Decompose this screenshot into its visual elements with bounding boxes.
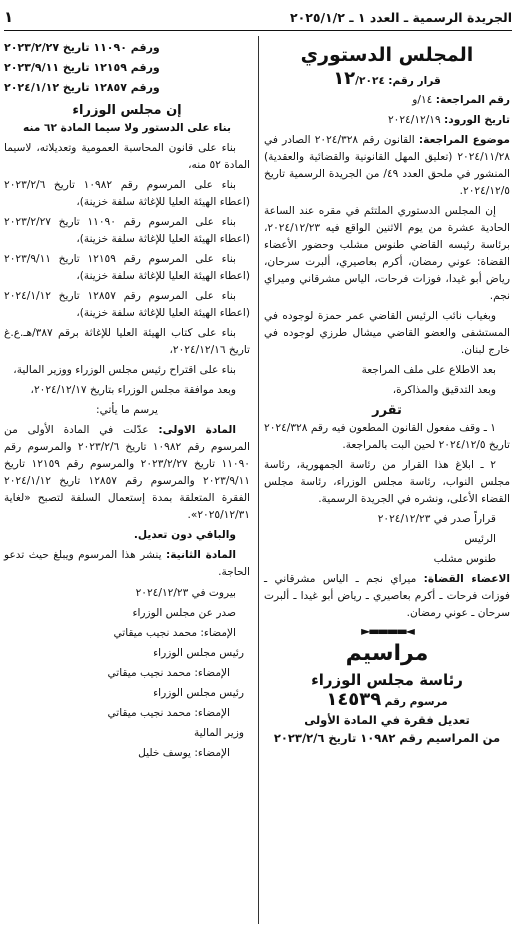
basis-item: بناء على كتاب الهيئة العليا للإغاثة برقم ٣٨٧/هـ.ع.غ تاريخ ٢٠٢٤/١٢/١٦، (4, 327, 250, 356)
article-1: المادة الاولى: عدّلت في المادة الأولى من المرسوم رقم ١٠٩٨٢ تاريخ ٢٠٢٣/٢/٦ والمرسوم رقم ١١٠٩٠ تاريخ ٢٠٢٣/٢/٢٧ والمرسوم رقم ١٢١٥٩ تاريخ ٢٠٢٣/٩/١١ والمرسوم رقم ١٢٨٥٧ تاريخ ٢٠٢٤/١/١٢ الفقرة المتعلقة بمدة إستعمال السلفة لتصبح «لغاية ٢٠٢٥/١٢/٣١». (4, 424, 250, 521)
pm-title-2: رئيس مجلس الوزراء (153, 687, 244, 699)
review-subject: موضوع المراجعة: القانون رقم ٢٠٢٤/٣٢٨ الصادر في ٢٠٢٤/١١/٢٨ (تعليق المهل القانونية والقضائية والعقدية) المنشور في ملحق العدد ٤٩/ من الجريدة الرسمية تاريخ ٢٠٢٤/١٢/٥. (264, 134, 510, 197)
decree-subject-line-2: من المراسيم رقم ١٠٩٨٢ تاريخ ٢٠٢٣/٢/٦ (273, 731, 501, 745)
signature-1: الإمضاء: محمد نجيب ميقاتي (113, 627, 236, 639)
signature-2: الإمضاء: محمد نجيب ميقاتي (107, 667, 230, 679)
basis-item: وبعد موافقة مجلس الوزراء بتاريخ ٢٠٢٤/١٢/١٧، (30, 384, 236, 396)
pm-presidency: رئاسة مجلس الوزراء (311, 671, 463, 689)
issued-by: صدر عن مجلس الوزراء (132, 607, 236, 619)
right-column (264, 38, 510, 747)
decree-subject-line-1: تعديل فقرة في المادة الأولى (304, 713, 470, 727)
page-number: ١ (4, 8, 14, 26)
decree-number: ١٤٥٣٩ (326, 689, 382, 710)
paragraph-deliberation: وبعد التدقيق والمذاكرة، (392, 384, 496, 396)
basis-item: بناء على المرسوم رقم ١٢١٥٩ تاريخ ٢٠٢٣/٩/١١ (اعطاء الهيئة العليا للإغاثة سلفة خزينة)، (4, 253, 250, 282)
basis-item: بناء على اقتراح رئيس مجلس الوزراء ووزير المالية، (13, 364, 236, 376)
council-title: المجلس الدستوري (300, 44, 474, 66)
council-of-ministers: إن مجلس الوزراء (72, 103, 182, 118)
decree-label: مرسوم رقم (384, 696, 448, 708)
left-column (4, 38, 250, 765)
members-list: الاعضاء القضاة: ميراي نجم ـ الياس مشرقاني ـ فوزات فرحات ـ أكرم بعاصيري ـ رياض أبو غيدا ـ ألبرت سرحان ـ عوني رمضان. (264, 573, 510, 619)
ornament-divider: ◄▬▬▬▬► (361, 624, 413, 638)
paragraph-session: إن المجلس الدستوري الملتئم في مقره عند الساعة الحادية عشرة من يوم الاثنين الواقع فيه ٢٠٢٤/١٢/٢٣، برئاسة رئيسه القاضي طنوس مشلب وحضور الأعضاء القضاة: عوني رمضان، أكرم بعاصيري، ألبرت سرحان، رياض أبو غيدا، فوزات فرحات، الياس مشرقاني وميراي نجم. (264, 205, 510, 302)
reference-1: ورقم ١١٠٩٠ تاريخ ٢٠٢٣/٢/٢٧ (4, 41, 160, 54)
decision-item-2: ٢ ـ ابلاغ هذا القرار من رئاسة الجمهورية، رئاسة مجلس النواب، رئاسة مجلس الوزراء، رئاسة مجلس القضاء الأعلى، ونشره في الجريدة الرسمية. (264, 459, 510, 505)
paragraph-file-review: بعد الاطلاع على ملف المراجعة (361, 364, 496, 376)
basis-item: بناء على المرسوم رقم ١٠٩٨٢ تاريخ ٢٠٢٣/٢/٦ (اعطاء الهيئة العليا للإغاثة سلفة خزينة)، (4, 179, 250, 208)
decision-label: قرار رقم: (388, 75, 441, 87)
basis-item: بناء على المرسوم رقم ١١٠٩٠ تاريخ ٢٠٢٣/٢/٢٧ (اعطاء الهيئة العليا للإغاثة سلفة خزينة)، (4, 216, 250, 245)
constitution-basis: بناء على الدستور ولا سيما المادة ٦٢ منه (23, 122, 231, 134)
signature-3: الإمضاء: محمد نجيب ميقاتي (107, 707, 230, 719)
finance-minister-title: وزير المالية (193, 727, 244, 739)
rest-unchanged: والباقي دون تعديل. (133, 529, 236, 541)
decides-heading: تقرر (372, 403, 402, 418)
decision-year: /٢٠٢٤ (355, 75, 385, 87)
article-2: المادة الثانية: ينشر هذا المرسوم ويبلغ حيث تدعو الحاجة. (4, 549, 250, 578)
decision-heading (264, 70, 510, 90)
arrival-date: تاريخ الورود: ٢٠٢٤/١٢/١٩ (387, 114, 510, 126)
signature-4: الإمضاء: يوسف خليل (138, 747, 230, 759)
decision-item-1: ١ ـ وقف مفعول القانون المطعون فيه رقم ٢٠٢٤/٣٢٨ تاريخ ٢٠٢٤/١٢/٥ لحين البت بالمراجعة. (264, 422, 510, 451)
decision-number: ١٢ (333, 68, 356, 89)
paragraph-absence: وبغياب نائب الرئيس القاضي عمر حمزة لوجوده في المستشفى والعضو القاضي ميشال طرزي لوجوده في خارج لبنان. (264, 310, 510, 356)
beirut-date: بيروت في ٢٠٢٤/١٢/٢٣ (135, 587, 236, 599)
gazette-title: الجريدة الرسمية ـ العدد ١ ـ ٢٠٢٥/١/٢ (289, 9, 512, 25)
page-header (4, 4, 512, 31)
decrees-title: مراسيم (345, 641, 429, 666)
column-divider (258, 36, 259, 924)
decree-heading (264, 691, 510, 711)
reference-3: ورقم ١٢٨٥٧ تاريخ ٢٠٢٤/١/١٢ (4, 81, 160, 94)
review-number: رقم المراجعة: ١٤/و (412, 94, 510, 106)
president-title: الرئيس (464, 533, 496, 545)
basis-item: بناء على المرسوم رقم ١٢٨٥٧ تاريخ ٢٠٢٤/١/١٢ (اعطاء الهيئة العليا للإغاثة سلفة خزينة)، (4, 290, 250, 319)
reference-2: ورقم ١٢١٥٩ تاريخ ٢٠٢٣/٩/١١ (4, 61, 160, 74)
president-name: طنوس مشلب (433, 553, 496, 565)
decrees-following: يرسم ما يأتي: (96, 404, 158, 416)
basis-item: بناء على قانون المحاسبة العمومية وتعديلاته، لاسيما المادة ٥٢ منه، (4, 142, 250, 171)
issued-date: قراراً صدر في ٢٠٢٤/١٢/٢٣ (377, 513, 496, 525)
pm-title-1: رئيس مجلس الوزراء (153, 647, 244, 659)
